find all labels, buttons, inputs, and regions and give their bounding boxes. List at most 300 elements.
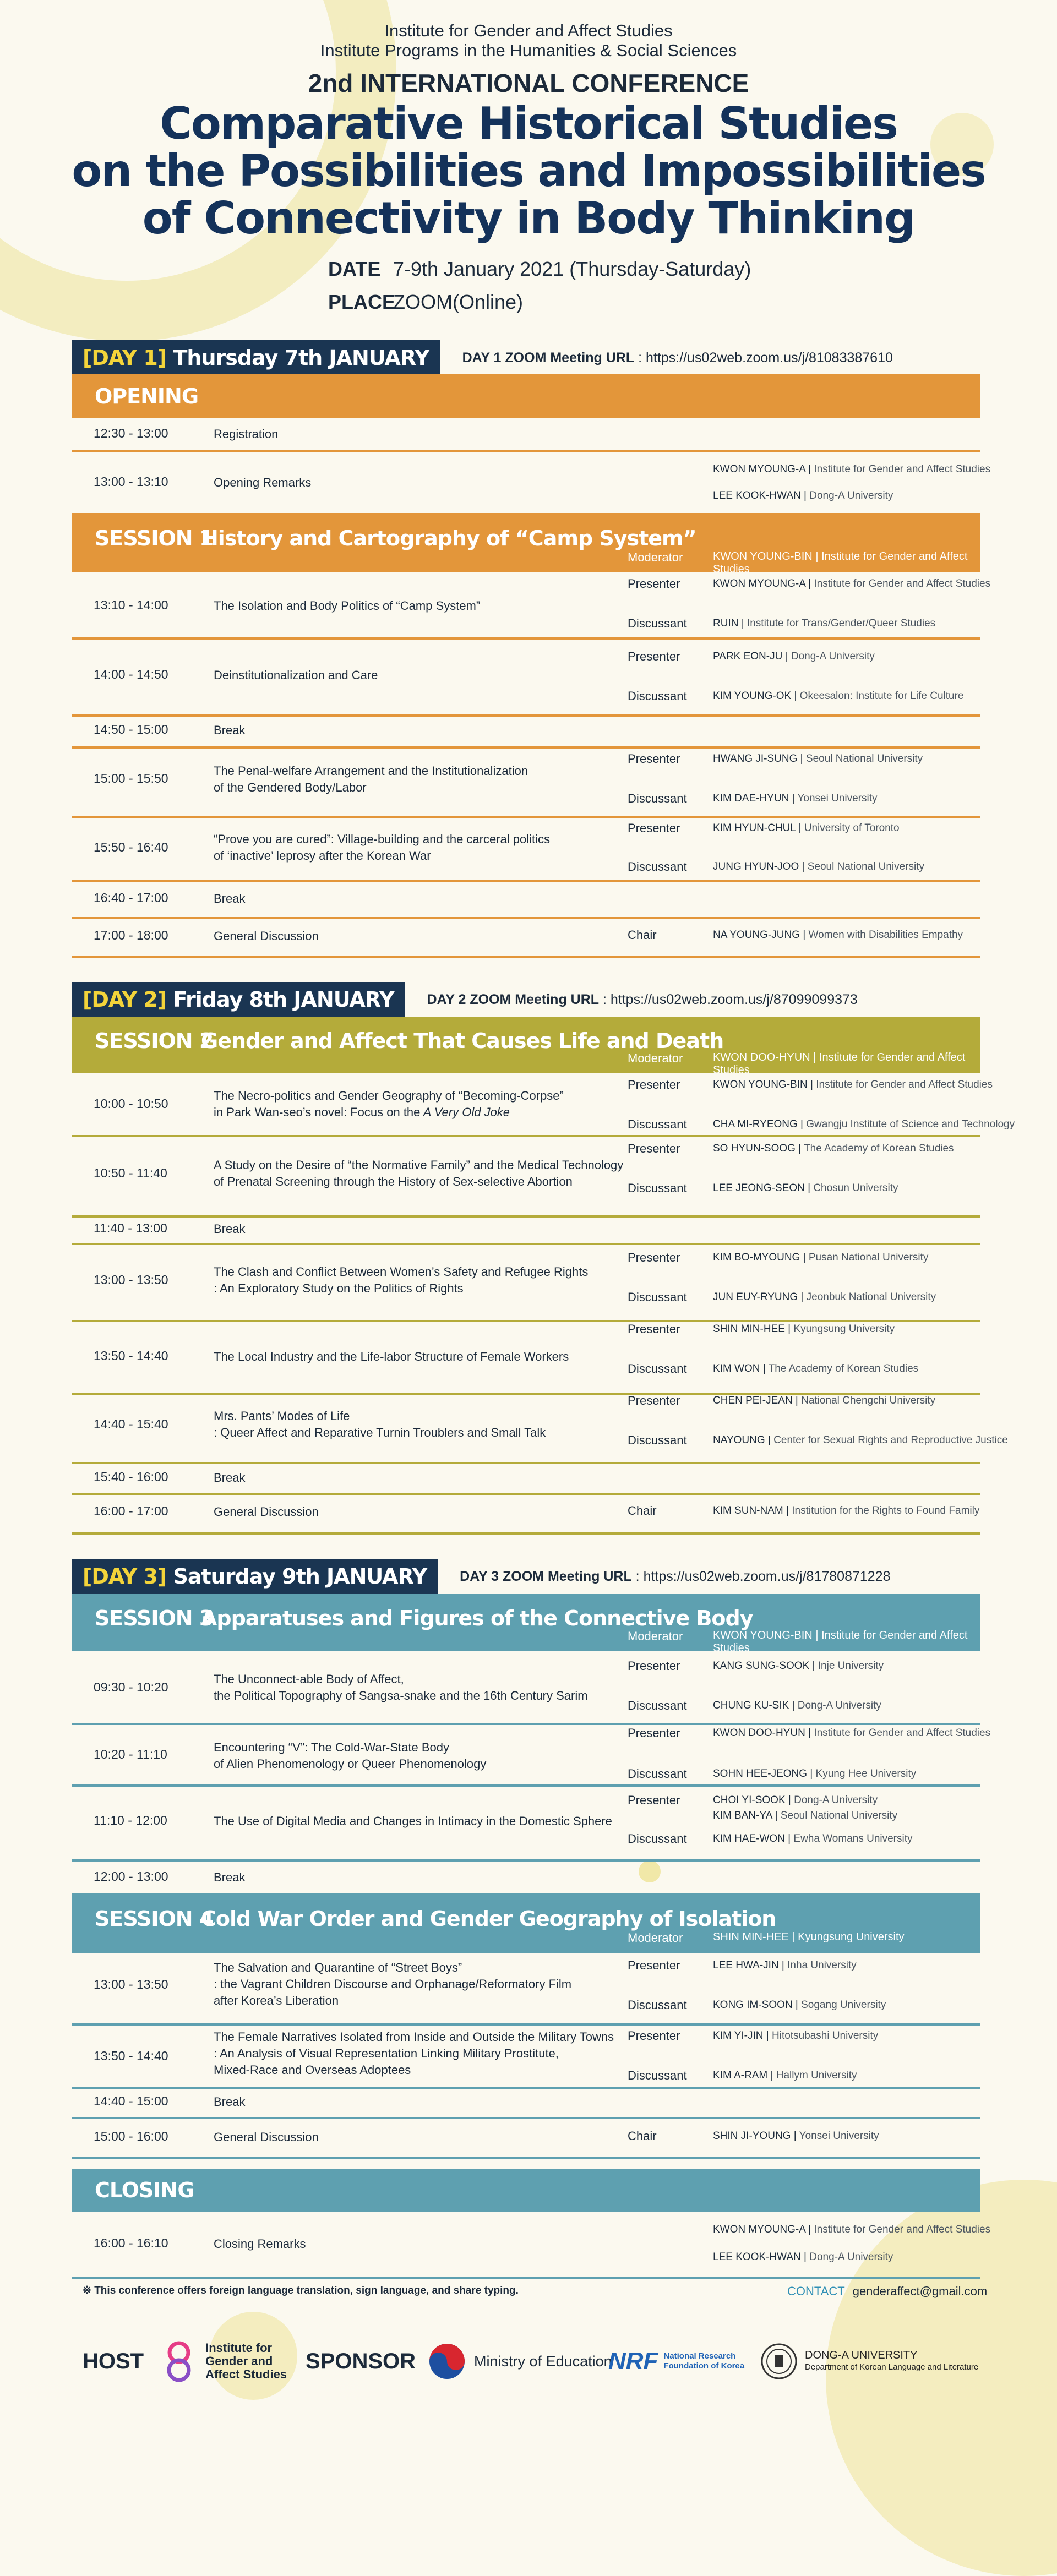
role-label: Presenter [628, 1394, 680, 1407]
schedule-row [72, 418, 980, 452]
schedule-row [72, 1462, 980, 1495]
role-label: Discussant [628, 1767, 687, 1781]
time-slot: 13:00 - 13:10 [94, 474, 168, 489]
program-title: Break [214, 1222, 246, 1236]
participant: JUNG HYUN-JOO | Seoul National University [713, 861, 924, 872]
program-title: Mixed-Race and Overseas Adoptees [214, 2063, 411, 2077]
participant-name: SOHN HEE-JEONG [713, 1768, 808, 1780]
time-slot: 15:00 - 15:50 [94, 771, 168, 785]
ministry-name: Ministry of Education [474, 2353, 612, 2370]
day-tag [72, 1559, 438, 1594]
role-label: Presenter [628, 1078, 680, 1091]
host-name-line: Affect Studies [205, 2367, 287, 2381]
participant-name: KIM YOUNG-OK [713, 690, 792, 702]
participant-name: CHA MI-RYEONG [713, 1118, 798, 1130]
participant-affiliation: Institute for Gender and Affect Studies [814, 2224, 991, 2235]
participant-name: SHIN MIN-HEE [713, 1323, 785, 1335]
role-label: Presenter [628, 2029, 680, 2043]
participant-name: KIM SUN-NAM [713, 1505, 783, 1516]
taegeuk-icon [428, 2342, 466, 2381]
participant-affiliation: Women with Disabilities Empathy [808, 929, 963, 941]
time-slot: 10:00 - 10:50 [94, 1096, 168, 1111]
participant: KIM HAE-WON | Ewha Womans University [713, 1833, 913, 1844]
conference-label: 2nd INTERNATIONAL CONFERENCE [308, 69, 749, 97]
day-tag [72, 982, 405, 1017]
contact-label: CONTACT [787, 2284, 845, 2298]
moderator-name: KWON YOUNG-BIN [713, 1629, 813, 1641]
program-title: the Political Topography of Sangsa-snake and the 16th Century Sarim [214, 1689, 588, 1702]
participant: KIM DAE-HYUN | Yonsei University [713, 793, 878, 804]
participant: KIM HYUN-CHUL | University of Toronto [713, 822, 900, 834]
participant-name: KIM A-RAM [713, 2070, 768, 2081]
moderator-person: KWON YOUNG-BIN | Institute for Gender and Affect Studies [713, 1629, 968, 1654]
program-title: The Necro-politics and Gender Geography of “Becoming-Corpse” [214, 1089, 564, 1103]
donga-dept: Department of Korean Language and Literature [805, 2362, 979, 2372]
participant: KIM BAN-YA | Seoul National University [713, 1810, 898, 1821]
moderator-role: Moderator [628, 1051, 683, 1065]
closing-label: CLOSING [95, 2178, 194, 2202]
program-title: Break [214, 2095, 246, 2109]
zoom-url-label: DAY 2 ZOOM Meeting URL [427, 991, 600, 1007]
zoom-url-label: DAY 1 ZOOM Meeting URL [462, 350, 635, 365]
participant-affiliation: Dong-A University [794, 1794, 878, 1806]
participant: KIM SUN-NAM | Institution for the Rights to Found Family [713, 1505, 980, 1516]
zoom-url-separator: : [599, 991, 611, 1007]
program-title: Break [214, 1870, 246, 1884]
zoom-url-separator: : [634, 350, 646, 365]
participant-affiliation: Institute for Gender and Affect Studies [814, 463, 991, 475]
participant-affiliation: Jeonbuk National University [806, 1291, 936, 1303]
participant-affiliation: The Academy of Korean Studies [768, 1363, 919, 1374]
host-block [83, 2339, 287, 2383]
participant-affiliation: Institution for the Rights to Found Family [792, 1505, 980, 1516]
program-title: The Unconnect-able Body of Affect, [214, 1672, 404, 1686]
day-header [72, 982, 858, 1017]
closing-band [72, 2169, 980, 2212]
schedule-row [72, 1393, 1008, 1464]
sponsor-label: SPONSOR [306, 2349, 416, 2373]
role-label: Discussant [628, 1181, 687, 1195]
program-title: Mrs. Pants’ Modes of Life [214, 1409, 350, 1423]
nrf-name [663, 2351, 744, 2371]
participant-name: LEE JEONG-SEON [713, 1182, 805, 1194]
moderator-person: KWON DOO-HYUN | Institute for Gender and Affect Studies [713, 1051, 966, 1076]
participant-affiliation: Okeesalon: Institute for Life Culture [799, 690, 964, 702]
schedule-row [72, 2087, 980, 2119]
donga-name-line: DONG-A UNIVERSITY [805, 2349, 918, 2361]
participant-name: LEE KOOK-HWAN [713, 2251, 801, 2263]
participant-affiliation: Sogang University [801, 1999, 886, 2011]
participant-affiliation: Gwangju Institute of Science and Technology [806, 1118, 1015, 1130]
role-label: Discussant [628, 1362, 687, 1376]
participant: SOHN HEE-JEONG | Kyung Hee University [713, 1768, 917, 1780]
program-title: A Study on the Desire of “the Normative Family” and the Medical Technology [214, 1158, 624, 1172]
program-title: after Korea’s Liberation [214, 1994, 339, 2007]
participant: CHEN PEI-JEAN | National Chengchi University [713, 1395, 936, 1406]
moderator-role: Moderator [628, 550, 683, 564]
participant-name: LEE HWA-JIN [713, 1960, 779, 1971]
participant-name: RUIN [713, 618, 739, 629]
program-title: General Discussion [214, 1505, 319, 1519]
program-title: “Prove you are cured”: Village-building and the carceral politics [214, 832, 551, 846]
program-title: of Prenatal Screening through the History of Sex-selective Abortion [214, 1175, 573, 1188]
place-line [328, 291, 523, 314]
day-date: Friday 8th JANUARY [173, 987, 394, 1012]
day-tag [72, 340, 440, 375]
time-slot: 14:40 - 15:40 [94, 1417, 168, 1431]
time-slot: 14:40 - 15:00 [94, 2094, 168, 2108]
date-line [328, 258, 751, 281]
participant-name: KWON MYOUNG-A [713, 463, 805, 475]
participant: CHOI YI-SOOK | Dong-A University [713, 1794, 878, 1806]
day-header [72, 1559, 891, 1594]
role-label: Presenter [628, 752, 680, 766]
moderator-affiliation: Kyungsung University [798, 1931, 905, 1943]
schedule-row [72, 746, 980, 818]
participant: KIM A-RAM | Hallym University [713, 2070, 857, 2081]
participant-affiliation: Yonsei University [799, 2130, 879, 2142]
schedule-row [72, 1784, 980, 1862]
role-label: Chair [628, 1504, 657, 1518]
program-title: of ‘inactive’ leprosy after the Korean War [214, 849, 431, 863]
host-name-line: Gender and [205, 2354, 273, 2368]
day-header [72, 340, 893, 375]
participant-affiliation: Dong-A University [809, 2251, 893, 2263]
time-slot: 12:30 - 13:00 [94, 426, 168, 440]
program-title: Break [214, 892, 246, 905]
schedule-row [72, 1651, 980, 1725]
time-slot: 14:50 - 15:00 [94, 722, 168, 736]
zoom-url-link[interactable]: https://us02web.zoom.us/j/81083387610 [645, 350, 893, 365]
participant-name: KWON DOO-HYUN [713, 1727, 805, 1739]
role-label: Presenter [628, 1251, 680, 1264]
participant-name: SO HYUN-SOOG [713, 1143, 796, 1154]
zoom-url-link[interactable]: https://us02web.zoom.us/j/81780871228 [643, 1568, 891, 1584]
moderator-role: Moderator [628, 1931, 683, 1945]
schedule-row [72, 880, 980, 919]
program-title: The Local Industry and the Life-labor Structure of Female Workers [214, 1350, 569, 1363]
title-line: on the Possibilities and Impossibilities [72, 145, 985, 197]
session-header [72, 1893, 980, 1953]
participant-name: PARK EON-JU [713, 651, 783, 662]
participant-name: KONG IM-SOON [713, 1999, 793, 2011]
participant-name: KANG SUNG-SOOK [713, 1660, 810, 1672]
moderator-name: KWON YOUNG-BIN [713, 550, 813, 563]
participant-affiliation: Chosun University [813, 1182, 898, 1194]
schedule-row [72, 1320, 980, 1395]
time-slot: 16:40 - 17:00 [94, 891, 168, 905]
participant-name: KIM BAN-YA [713, 1810, 772, 1821]
participant: KONG IM-SOON | Sogang University [713, 1999, 886, 2011]
date-value: 7-9th January 2021 (Thursday-Saturday) [393, 258, 751, 280]
role-label: Discussant [628, 860, 687, 874]
time-slot: 13:00 - 13:50 [94, 1273, 168, 1287]
participant: KIM WON | The Academy of Korean Studies [713, 1363, 919, 1374]
program-title: Break [214, 723, 246, 737]
role-label: Discussant [628, 1290, 687, 1304]
time-slot: 13:50 - 14:40 [94, 2049, 168, 2063]
participant-name: KIM HYUN-CHUL [713, 822, 796, 834]
place-value: ZOOM(Online) [393, 291, 524, 313]
institute-name: Institute for Gender and Affect Studies [384, 21, 673, 40]
participant-name: KWON MYOUNG-A [713, 578, 805, 590]
time-slot: 13:50 - 14:40 [94, 1349, 168, 1363]
schedule-row [72, 1953, 980, 2026]
nrf-name-line: National Research [663, 2351, 736, 2361]
time-slot: 16:00 - 17:00 [94, 1504, 168, 1518]
session-header [72, 1017, 980, 1076]
participant: KWON MYOUNG-A | Institute for Gender and Affect Studies [713, 463, 991, 475]
participant: RUIN | Institute for Trans/Gender/Queer Studies [713, 618, 936, 629]
participant-name: SHIN JI-YOUNG [713, 2130, 791, 2142]
donga-name [805, 2349, 978, 2373]
participant-affiliation: Center for Sexual Rights and Reproductive Justice [773, 1434, 1008, 1446]
moderator-affiliation: Institute for Gender and Affect Studies [713, 1629, 968, 1654]
schedule-row [72, 1493, 980, 1535]
participant-name: NA YOUNG-JUNG [713, 929, 800, 941]
role-label: Presenter [628, 1726, 680, 1740]
zoom-url-link[interactable]: https://us02web.zoom.us/j/87099099373 [610, 991, 858, 1007]
role-label: Discussant [628, 2069, 687, 2082]
participant: KWON YOUNG-BIN | Institute for Gender and Affect Studies [713, 1079, 993, 1090]
day-bracket: [DAY 1] [83, 346, 167, 370]
participant-name: LEE KOOK-HWAN [713, 490, 801, 501]
time-slot: 11:40 - 13:00 [94, 1221, 167, 1235]
role-label: Discussant [628, 1699, 687, 1712]
nrf-logo-icon: NRF [608, 2348, 658, 2375]
program-title: in Park Wan-seo’s novel: Focus on the A Very Old Joke [214, 1105, 510, 1119]
program-title: The Use of Digital Media and Changes in Intimacy in the Domestic Sphere [214, 1814, 612, 1828]
participant-name: JUN EUY-RYUNG [713, 1291, 798, 1303]
nrf-block [608, 2339, 744, 2383]
session-title: History and Cartography of “Camp System” [201, 526, 696, 550]
role-label: Chair [628, 928, 657, 942]
program-title: General Discussion [214, 2130, 319, 2144]
participant-affiliation: Seoul National University [805, 753, 923, 765]
role-label: Discussant [628, 1117, 687, 1131]
session-name: SESSION 2 [95, 1029, 214, 1053]
novel-title: A Very Old Joke [420, 1105, 510, 1119]
nrf-name-line: Foundation of Korea [663, 2361, 745, 2371]
participant-affiliation: Inje University [818, 1660, 884, 1672]
program-title: Closing Remarks [214, 2237, 306, 2251]
donga-block [760, 2339, 978, 2383]
participant-affiliation: Hallym University [776, 2070, 857, 2081]
role-label: Discussant [628, 1998, 687, 2012]
participant: PARK EON-JU | Dong-A University [713, 651, 875, 662]
role-label: Presenter [628, 1659, 680, 1673]
participant: SHIN JI-YOUNG | Yonsei University [713, 2130, 879, 2142]
participant-name: CHOI YI-SOOK [713, 1794, 786, 1806]
participant-name: KWON MYOUNG-A [713, 2224, 805, 2235]
participant-name: CHEN PEI-JEAN [713, 1395, 793, 1406]
program-title: The Female Narratives Isolated from Inside and Outside the Military Towns [214, 2030, 614, 2044]
conference-header [0, 21, 1057, 242]
program-title: Encountering “V”: The Cold-War-State Body [214, 1740, 449, 1754]
title-line: Comparative Historical Studies [160, 98, 897, 149]
session-title: Gender and Affect That Causes Life and Death [201, 1029, 724, 1053]
participant-affiliation: Yonsei University [797, 793, 878, 804]
time-slot: 10:20 - 11:10 [94, 1747, 167, 1761]
place-label: PLACE [328, 291, 396, 313]
moderator-role: Moderator [628, 1629, 683, 1643]
schedule-row [72, 1073, 1015, 1137]
schedule-row [72, 816, 980, 882]
schedule-row [72, 1859, 980, 1896]
program-title: : the Vagrant Children Discourse and Orphanage/Reformatory Film [214, 1977, 572, 1991]
program-title: Break [214, 1471, 246, 1485]
session-header [72, 513, 980, 575]
participant-affiliation: University of Toronto [804, 822, 900, 834]
moderator-affiliation: Institute for Gender and Affect Studies [713, 550, 968, 575]
participant-affiliation: Dong-A University [797, 1700, 881, 1711]
time-slot: 10:50 - 11:40 [94, 1166, 167, 1180]
schedule-row [72, 917, 980, 958]
program-title: of the Gendered Body/Labor [214, 781, 367, 794]
program-title: The Clash and Conflict Between Women’s Safety and Refugee Rights [214, 1265, 589, 1279]
day-bracket: [DAY 2] [83, 987, 167, 1012]
participant: NAYOUNG | Center for Sexual Rights and Reproductive Justice [713, 1434, 1008, 1446]
role-label: Discussant [628, 792, 687, 805]
program-title: The Penal-welfare Arrangement and the Institutionalization [214, 764, 528, 778]
participant: NA YOUNG-JUNG | Women with Disabilities Empathy [713, 929, 963, 941]
contact-email[interactable]: genderaffect@gmail.com [852, 2284, 988, 2298]
participant-affiliation: Institute for Gender and Affect Studies [816, 1079, 993, 1090]
host-logo-icon [157, 2339, 201, 2383]
session-name: SESSION 1 [95, 526, 214, 550]
time-slot: 17:00 - 18:00 [94, 928, 168, 942]
participant: JUN EUY-RYUNG | Jeonbuk National University [713, 1291, 936, 1303]
participant-name: KIM BO-MYOUNG [713, 1252, 800, 1263]
role-label: Presenter [628, 1958, 680, 1972]
participant: KWON DOO-HYUN | Institute for Gender and Affect Studies [713, 1727, 991, 1739]
conference-title [0, 100, 1057, 242]
program-title: : An Analysis of Visual Representation Linking Military Prostitute, [214, 2046, 559, 2060]
participant: KWON MYOUNG-A | Institute for Gender and Affect Studies [713, 578, 991, 590]
moderator-name: SHIN MIN-HEE [713, 1931, 789, 1943]
program-title: : An Exploratory Study on the Politics of Rights [214, 1281, 464, 1295]
participant-affiliation: Pusan National University [808, 1252, 929, 1263]
opening-band [72, 374, 980, 418]
time-slot: 16:00 - 16:10 [94, 2236, 168, 2250]
role-label: Discussant [628, 689, 687, 703]
time-slot: 09:30 - 10:20 [94, 1680, 168, 1694]
zoom-url-separator: : [631, 1568, 644, 1584]
program-title: Deinstitutionalization and Care [214, 668, 378, 682]
participant-affiliation: Seoul National University [780, 1810, 898, 1821]
day-date: Thursday 7th JANUARY [173, 346, 429, 370]
zoom-url-line [462, 350, 893, 366]
program-title: of Alien Phenomenology or Queer Phenomenology [214, 1757, 487, 1771]
session-title: Cold War Order and Gender Geography of Isolation [201, 1907, 776, 1931]
schedule-row [72, 2212, 991, 2279]
schedule-row [72, 2117, 980, 2159]
time-slot: 15:40 - 16:00 [94, 1470, 168, 1484]
logo-strip [83, 2339, 985, 2383]
role-label: Presenter [628, 821, 680, 835]
participant-name: JUNG HYUN-JOO [713, 861, 799, 872]
program-title: General Discussion [214, 929, 319, 943]
participant-affiliation: Institute for Gender and Affect Studies [814, 578, 991, 590]
schedule-row [72, 450, 991, 515]
role-label: Presenter [628, 577, 680, 591]
day-bracket: [DAY 3] [83, 1564, 167, 1589]
host-name [205, 2342, 287, 2381]
participant: SHIN MIN-HEE | Kyungsung University [713, 1323, 895, 1335]
participant-affiliation: National Chengchi University [801, 1395, 936, 1406]
participant-affiliation: Kyungsung University [793, 1323, 895, 1335]
contact [787, 2284, 987, 2299]
schedule-row [72, 1723, 991, 1787]
schedule-row [72, 572, 991, 640]
title-line: of Connectivity in Body Thinking [142, 193, 915, 244]
participant-name: HWANG JI-SUNG [713, 753, 798, 765]
time-slot: 15:50 - 16:40 [94, 840, 168, 854]
moderator-affiliation: Institute for Gender and Affect Studies [713, 1051, 966, 1076]
moderator-person: SHIN MIN-HEE | Kyungsung University [713, 1931, 905, 1943]
session-header [72, 1594, 980, 1654]
session-title: Apparatuses and Figures of the Connective Body [201, 1606, 753, 1630]
session-name: SESSION 3 [95, 1606, 214, 1630]
participant: HWANG JI-SUNG | Seoul National University [713, 753, 923, 765]
participant-affiliation: Ewha Womans University [793, 1833, 913, 1844]
date-label: DATE [328, 258, 381, 280]
participant-affiliation: Dong-A University [809, 490, 893, 501]
participant-affiliation: The Academy of Korean Studies [804, 1143, 954, 1154]
day-date: Saturday 9th JANUARY [173, 1564, 427, 1589]
participant: LEE HWA-JIN | Inha University [713, 1960, 857, 1971]
zoom-url-line [427, 992, 858, 1008]
participant-affiliation: Dong-A University [791, 651, 875, 662]
footnote: ※ This conference offers foreign language translation, sign language, and share typing. [83, 2285, 519, 2296]
participant: KIM YOUNG-OK | Okeesalon: Institute for Life Culture [713, 690, 964, 702]
session-name: SESSION 4 [95, 1907, 214, 1931]
schedule-row [72, 1215, 980, 1245]
program-title: The Isolation and Body Politics of “Camp System” [214, 599, 481, 613]
role-label: Presenter [628, 650, 680, 663]
time-slot: 14:00 - 14:50 [94, 667, 168, 681]
participant-name: KIM WON [713, 1363, 760, 1374]
program-title: The Salvation and Quarantine of “Street Boys” [214, 1961, 462, 1974]
moderator-person: KWON YOUNG-BIN | Institute for Gender and Affect Studies [713, 550, 968, 575]
participant: KIM BO-MYOUNG | Pusan National University [713, 1252, 929, 1263]
participant: LEE KOOK-HWAN | Dong-A University [713, 2251, 893, 2263]
participant-affiliation: Hitotsubashi University [772, 2030, 879, 2042]
participant-name: KIM YI-JIN [713, 2030, 764, 2042]
donga-seal-icon [760, 2342, 798, 2381]
participant-name: KWON YOUNG-BIN [713, 1079, 808, 1090]
participant-affiliation: Kyung Hee University [815, 1768, 917, 1780]
participant: KWON MYOUNG-A | Institute for Gender and Affect Studies [713, 2224, 991, 2235]
participant: LEE KOOK-HWAN | Dong-A University [713, 490, 893, 501]
participant: SO HYUN-SOOG | The Academy of Korean Studies [713, 1143, 954, 1154]
participant-name: KIM DAE-HYUN [713, 793, 789, 804]
zoom-url-line [460, 1569, 890, 1585]
moderator-name: KWON DOO-HYUN [713, 1051, 810, 1063]
participant-name: KIM HAE-WON [713, 1833, 785, 1844]
program-name: Institute Programs in the Humanities & Social Sciences [320, 41, 737, 60]
host-name-line: Institute for [205, 2341, 273, 2355]
participant: LEE JEONG-SEON | Chosun University [713, 1182, 898, 1194]
schedule-row [72, 637, 980, 717]
schedule-row [72, 1243, 980, 1322]
schedule-row [72, 714, 980, 749]
participant: CHA MI-RYEONG | Gwangju Institute of Science and Technology [713, 1118, 1015, 1130]
program-title: Opening Remarks [214, 476, 312, 489]
role-label: Chair [628, 2129, 657, 2143]
role-label: Presenter [628, 1142, 680, 1155]
time-slot: 15:00 - 16:00 [94, 2129, 168, 2143]
